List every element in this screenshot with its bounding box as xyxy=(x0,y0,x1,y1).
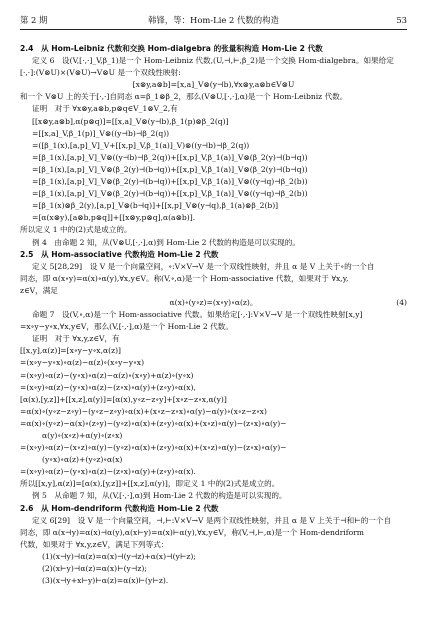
issue-number: 第 2 期 xyxy=(20,15,48,25)
running-title: 韩锋，等：Hom-Lie 2 代数的构造 xyxy=(148,15,279,25)
page-body xyxy=(20,43,407,587)
example: 例 4 由命题 2 知，从(V⊗U,[·,·],α)到 Hom-Lie 2 代数的构造是可以实现的。 xyxy=(32,237,300,247)
condition-item: (3)(x⊣y+x⊢y)⊢α(z)=α(x)⊢(y⊢z). xyxy=(42,576,169,586)
proof-start: 证明 对于 ∀x,y,z∈V，有 xyxy=(32,334,120,344)
condition-item: (2)(x⊢y)⊣α(z)=α(x)⊢(y⊣z); xyxy=(42,564,147,574)
definition: 定义 6 设(V,[·,·]_V,β_1)是一个 Hom-Leibniz 代数,(U,⊣,⊢,β_2)是一个交换 Hom-dialgebra。如果给定 xyxy=(32,56,394,66)
section-heading: 2.4 从 Hom-Leibniz 代数和交换 Hom-dialgebra 的张量积构造 Hom-Lie 2 代数 xyxy=(20,44,323,53)
equation-line: =[α(x⊗y),[a⊗b,p⊗q]]+[[x⊗y,p⊗q],α(a⊗b)]. xyxy=(32,213,196,223)
display-equation: [x⊗y,a⊗b]=[x,a]_V⊗(y⊣b),∀x⊗y,a⊗b∈V⊗U xyxy=(132,80,295,90)
equation-line: =(x∘y)∘α(z)−(y∘x)∘α(z)−α(z)∘(x∘y)+α(z)∘(y∘x) xyxy=(20,370,194,380)
equation-line: (y∘x)∘α(z)+(y∘z)∘α(x) xyxy=(42,455,123,465)
equation-line: =(x∘y)∘α(z)−(y∘x)∘α(z)−(z∘x)∘α(y)+(z∘y)∘α(x). xyxy=(20,467,196,477)
equation-line: =[β_1(x),[a,p]_V]_V⊗(β_2(y)⊣(b⊣q))+[[x,p]_V,β_1(a)]_V⊗(β_2(y)⊣(b⊣q)) xyxy=(32,164,308,174)
equation-line: =[β_1(x)⊗β_2(y),[a,p]_V⊗(b⊣q)]+[[x,p]_V⊗(y⊣q),β_1(a)⊗β_2(b)] xyxy=(32,201,279,211)
equation-body: α(x)∘(y∘z)=(x∘y)∘α(z)。 xyxy=(169,297,258,307)
equation-line: =α(x)∘(y∘z−z∘y)−(y∘z−z∘y)∘α(x)+(x∘z−z∘x)∘α(y)−α(y)∘(x∘z−z∘x) xyxy=(20,406,267,416)
section-heading: 2.6 从 Hom-dendriform 代数构造 Hom-Lie 2 代数 xyxy=(20,503,219,513)
equation-line: =α(x)∘(y∘z)−α(x)∘(z∘y)−(y∘z)∘α(x)+(z∘y)∘α(x)+(x∘z)∘α(y)−(z∘x)∘α(y)− xyxy=(20,418,287,428)
equation-line: =(x∘y)∘α(z)−(y∘x)∘α(z)−(z∘x)∘α(y)+(z∘y)∘α(x), xyxy=(20,382,196,392)
equation-line: =[β_1(x),[a,p]_V]_V⊗(β_2(y)⊣(b⊣q))+[[x,p]_V,β_1(a)]_V⊗((y⊣q)⊣β_2(b)) xyxy=(32,177,308,187)
equation-line: [[x⊗y,a⊗b],α(p⊗q)]=[[x,a]_V⊗(y⊣b),β_1(p)⊗β_2(q)] xyxy=(32,116,229,126)
text-line: 所以定义 1 中的(2)式是成立的。 xyxy=(20,225,132,235)
equation-line: [[x,y],α(z)]=[x∘y−y∘x,α(z)] xyxy=(20,346,122,356)
page-number: 53 xyxy=(396,15,407,25)
text-line: z∈V，满足 xyxy=(20,285,58,295)
condition-item: (1)(x⊣y)⊣α(z)=α(x)⊣(y⊣z)+α(x)⊣(y⊢z); xyxy=(42,551,196,561)
text-line: 代数，如果对于 ∀x,y,z∈V，满足下列等式： xyxy=(20,539,169,549)
equation-line: =([β_1(x),[a,p]_V]_V+[[x,p]_V,β_1(a)]_V)⊗((y⊣b)⊣β_2(q)) xyxy=(32,140,250,150)
equation-line: [α(x),[y,z]]+[[x,z],α(y)]=[α(x),y∘z−z∘y]+[x∘z−z∘x,α(y)] xyxy=(20,394,227,404)
running-header xyxy=(20,13,407,27)
text-line: =x∘y−y∘x,∀x,y∈V，那么(V,[·,·],α)是一个 Hom-Lie 2 代数。 xyxy=(20,322,233,332)
proof-start: 证明 对于 ∀x⊗y,a⊗b,p⊗q∈V_1⊗V_2,有 xyxy=(32,104,178,114)
text-line: 所以[[x,y],α(z)]=[α(x),[y,z]]+[[x,z],α(y)]，即定义 1 中的(2)式是成立的。 xyxy=(20,479,280,489)
text-line: 同态，即 α(x∘y)=α(x)∘α(y),∀x,y∈V。称(V,∘,α)是一个 Hom-associative 代数，如果对于 ∀x,y, xyxy=(20,273,349,283)
equation-line: =(x∘y)∘α(z)−(x∘z)∘α(y)−(y∘z)∘α(x)+(z∘y)∘α(x)+(x∘z)∘α(y)−(z∘x)∘α(y)− xyxy=(20,443,287,453)
equation-line: =[β_1(x),[a,p]_V]_V⊗(β_2(y)⊣(b⊣q))+[[x,p]_V,β_1(a)]_V⊗((y⊣q)⊣β_2(b)) xyxy=(32,189,308,199)
equation-number: (4) xyxy=(396,297,407,307)
text-line: 和一个 V⊗U 上的关于[·,·]自同态 α=β_1⊗β_2，那么(V⊗U,[·,·],α)是一个 Hom-Leibniz 代数。 xyxy=(20,92,348,102)
text-line: 同态，即 α(x⊣y)=α(x)⊣α(y),α(x⊢y)=α(x)⊢α(y),∀x,y∈V，称(V,⊣,⊢,α)是一个 Hom-dendriform xyxy=(20,527,364,537)
equation-line: α(y)∘(x∘z)+α(y)∘(z∘x) xyxy=(42,431,123,440)
definition: 定义 6[29] 设 V 是一个向量空间，⊣,⊢:V×V→V 是两个双线性映射，并且 α 是 V 上关于⊣和⊢的一个自 xyxy=(32,515,392,525)
numbered-equation xyxy=(20,297,407,309)
text-line: [·,·]:(V⊗U)×(V⊗U)→V⊗U 是一个双线性映射: xyxy=(20,68,181,78)
section-heading: 2.5 从 Hom-associative 代数构造 Hom-Lie 2 代数 xyxy=(20,249,219,259)
proposition: 命题 7 设(V,∘,α)是一个 Hom-associative 代数。如果给定[·,·]:V×V→V 是一个双线性映射[x,y] xyxy=(32,310,363,320)
example: 例 5 从命题 7 知，从(V,[·,·],α)到 Hom-Lie 2 代数的构造是可以实现的。 xyxy=(32,491,287,501)
equation-line: =(x∘y−y∘x)∘α(z)−α(z)∘(x∘y−y∘x) xyxy=(20,358,145,368)
equation-line: =[[x,a]_V,β_1(p)]_V⊗((y⊣b)⊣β_2(q)) xyxy=(32,128,170,138)
header-rule xyxy=(20,29,407,30)
definition: 定义 5[28,29] 设 V 是一个向量空间，∘:V×V→V 是一个双线性映射，并且 α 是 V 上关于∘的一个自 xyxy=(32,261,375,271)
equation-line: =[β_1(x),[a,p]_V]_V⊗((y⊣b)⊣β_2(q))+[[x,p]_V,β_1(a)]_V⊗(β_2(y)⊣(b⊣q)) xyxy=(32,152,308,162)
